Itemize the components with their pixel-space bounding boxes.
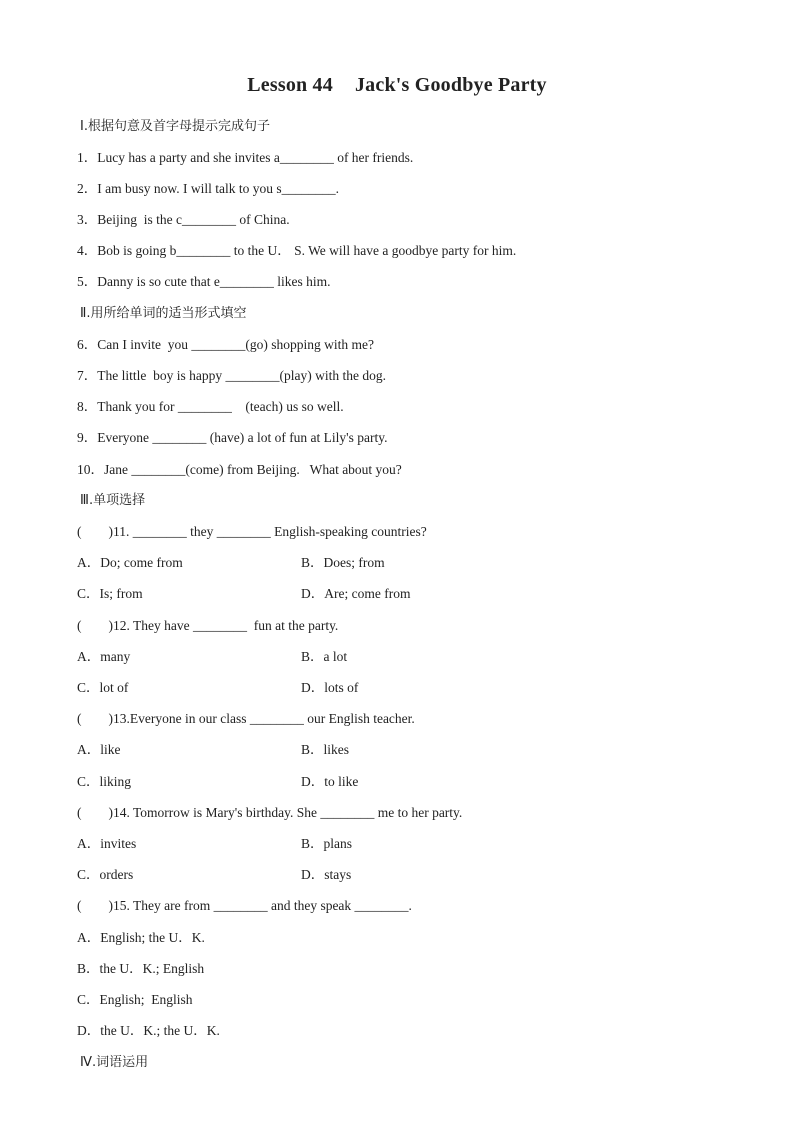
- q11-option-d: D．Are; come from: [301, 586, 411, 601]
- q14-option-b: B．plans: [301, 836, 353, 851]
- q13-option-a: A．like: [77, 742, 121, 757]
- question-1: 1．Lucy has a party and she invites a________ of her friends.: [77, 150, 414, 165]
- q14-option-d: D．stays: [301, 867, 352, 882]
- section-heading-1: Ⅰ.根据句意及首字母提示完成句子: [80, 119, 270, 134]
- section-heading-3: Ⅲ.单项选择: [80, 493, 146, 508]
- section-heading-4: Ⅳ.词语运用: [80, 1055, 149, 1070]
- question-3: 3．Beijing is the c________ of China.: [77, 212, 290, 227]
- q15-option-a: A．English; the U．K.: [77, 930, 205, 945]
- q13-option-d: D．to like: [301, 774, 359, 789]
- question-5: 5．Danny is so cute that e________ likes him.: [77, 274, 331, 289]
- question-10: 10．Jane ________(come) from Beijing. What about you?: [77, 462, 402, 477]
- question-12: ( )12. They have ________ fun at the party.: [77, 618, 339, 633]
- q14-option-a: A．invites: [77, 836, 137, 851]
- question-11: ( )11. ________ they ________ English-speaking countries?: [77, 524, 427, 539]
- q15-option-c: C．English; English: [77, 992, 193, 1007]
- question-7: 7．The little boy is happy ________(play) with the dog.: [77, 368, 386, 383]
- question-15: ( )15. They are from ________ and they speak ________.: [77, 898, 412, 913]
- question-2: 2．I am busy now. I will talk to you s________.: [77, 181, 339, 196]
- q11-option-c: C．Is; from: [77, 586, 143, 601]
- q15-option-b: B．the U．K.; English: [77, 961, 205, 976]
- q14-option-c: C．orders: [77, 867, 134, 882]
- section-heading-2: Ⅱ.用所给单词的适当形式填空: [80, 306, 247, 321]
- page-title: [0, 74, 794, 97]
- q12-option-b: B．a lot: [301, 649, 348, 664]
- q15-option-d: D．the U．K.; the U．K.: [77, 1023, 220, 1038]
- lesson-name: Jack's Goodbye Party: [354, 74, 547, 96]
- q11-option-a: A．Do; come from: [77, 555, 183, 570]
- question-14: ( )14. Tomorrow is Mary's birthday. She ________ me to her party.: [77, 805, 463, 820]
- question-8: 8．Thank you for ________ (teach) us so well.: [77, 399, 344, 414]
- q13-option-b: B．likes: [301, 742, 350, 757]
- q11-option-b: B．Does; from: [301, 555, 385, 570]
- question-6: 6．Can I invite you ________(go) shopping with me?: [77, 337, 374, 352]
- q12-option-c: C．lot of: [77, 680, 129, 695]
- q12-option-a: A．many: [77, 649, 131, 664]
- lesson-number: Lesson 44: [247, 74, 333, 96]
- question-9: 9．Everyone ________ (have) a lot of fun at Lily's party.: [77, 430, 388, 445]
- q13-option-c: C．liking: [77, 774, 132, 789]
- question-13: ( )13.Everyone in our class ________ our English teacher.: [77, 711, 415, 726]
- question-4: 4．Bob is going b________ to the U． S. We will have a goodbye party for him.: [77, 243, 517, 258]
- q12-option-d: D．lots of: [301, 680, 359, 695]
